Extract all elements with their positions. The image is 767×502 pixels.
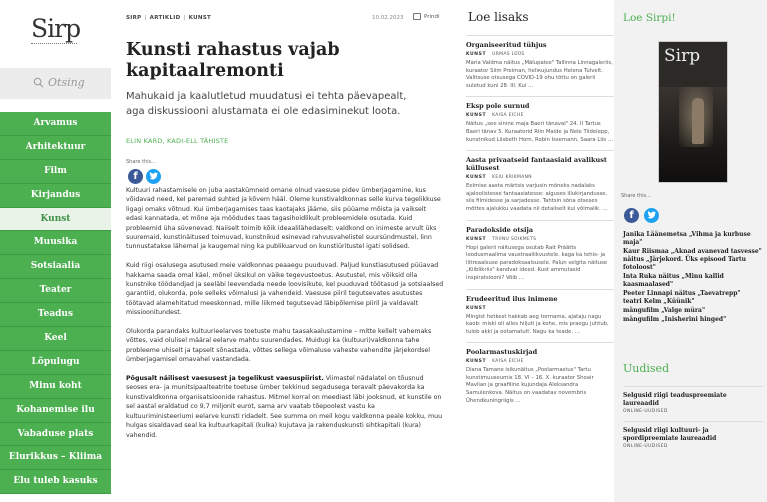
nav-item-teater[interactable]: Teater — [0, 279, 111, 303]
read-more-title: Loe lisaks — [468, 10, 529, 24]
paragraph-subheading: Põgusalt näilisest vaesusest ja tegelikust vaesuspiirist. — [126, 375, 324, 383]
share-label: Share this... — [126, 159, 156, 165]
list-item-excerpt: Mingist hetkest hakkab aeg tormama, ajataju nagu kaob: miski oli alles hiljuti ja kohe, mis praegu juhtub, tuleb akki ja ootamatult. Nagu ka teade. … — [466, 313, 609, 335]
site-logo[interactable]: Sirp — [31, 14, 81, 43]
news-item[interactable] — [623, 421, 763, 449]
paragraph-text: Viimastel nädalatel on tõusnud seoses era- ja munitsipaalteatrite toetuse ümber tekkinud segadusega teravalt päevakorda ka kunstivaldkonna organisatsioonide rahastus. Mitmel korral on meediast läbi jooksnud, et kunstile on sel aastal eraldatud co 9,7 miljonit eurot, sama arv vaatab tõepoolest vastu ka kultuuriministeeriumi eelarve kunsti ridadelt. See summa on meil kogu valdkonna peale kokku, muu hulgas sisaldavad seal ka kultuurkapitali (kulka) kujutava ja rakenduskunsti sihtkapitali (kura) vahendid. — [126, 375, 443, 439]
review-link[interactable]: mängufilm „Inisherini hinged" — [623, 315, 727, 323]
right-column — [614, 0, 767, 502]
list-item-title[interactable]: Erudeeritud ilus inimene — [466, 294, 558, 303]
review-link[interactable]: näitus „Järjekord. Üks episood Tartu fotoloost" — [623, 256, 747, 272]
breadcrumb-separator: | — [183, 15, 186, 21]
article-date: 10.02.2023 — [372, 15, 404, 21]
list-item[interactable] — [466, 35, 614, 90]
nav-item-kohanemise-ilu[interactable]: Kohanemise ilu — [0, 399, 111, 423]
list-item[interactable] — [466, 289, 614, 337]
list-item-author: KEIU KRIKMANN — [492, 175, 532, 181]
paragraph-text: Kuid riigi osalusega asutused meie valdkonnas peaaegu puuduvad. Paljud kunstiasutused püüavad hakkama saada omal käel, mõnel üksikul on väike tegevustoetus. Asutustel, mis võiksid olla kunstnike töödandjad ja seeläbi leevendada neede loovisikute, kel puuduvad töötasud ja sotsiaalsed garantiid, olukorda, pole selleks võimalusi ja vahendeid. Vaesuse piiril tegutsevates asutustes töötavad alamehitatud meeskonnad, mille liikmed tegutsevad läbipõlemise piiril ja valdavalt missioonitundest. — [126, 262, 444, 317]
list-item-author: TRIINU SOIKMETS — [492, 236, 537, 242]
list-item-author: URMAS LÜÜS — [492, 52, 525, 57]
article-paragraph — [126, 186, 444, 252]
twitter-bird-icon — [647, 211, 656, 220]
print-button[interactable] — [413, 13, 440, 20]
review-link[interactable]: Kaur Riismaa „Aknad avanevad tasvesse" — [623, 247, 762, 255]
list-item-author: KAISA EICHE — [492, 359, 524, 365]
list-item-category: KUNST — [466, 52, 487, 57]
read-more-list — [466, 35, 614, 411]
nav-item-minu-koht[interactable]: Minu koht — [0, 375, 111, 399]
read-more-column — [466, 0, 614, 502]
list-item-title[interactable]: Paradokside otsija — [466, 225, 534, 234]
list-item-meta — [466, 175, 614, 180]
search-label: Otsing — [48, 76, 85, 89]
article-paragraph — [126, 261, 444, 317]
list-item[interactable] — [466, 150, 614, 213]
section-nav — [0, 112, 111, 494]
list-item-category: KUNST — [466, 305, 487, 311]
list-item[interactable] — [466, 96, 614, 144]
article-authors[interactable]: ELIN KARD, KADI-ELL TÄHISTE — [126, 137, 229, 145]
list-item-category: KUNST — [466, 236, 487, 242]
breadcrumb-artiklid[interactable]: ARTIKLID — [149, 15, 181, 21]
facebook-share-icon[interactable]: f — [128, 169, 143, 184]
article-paragraph — [126, 374, 444, 440]
news-item-title[interactable]: Selgusid riigi teaduspreemiate laureaadid — [623, 392, 727, 407]
article — [126, 0, 448, 502]
twitter-bird-icon — [149, 172, 158, 181]
review-link[interactable]: Janika Läänemetsa „Vihma ja kurbuse maja" — [623, 231, 751, 246]
review-link[interactable]: Inta Ruka näitus „Minu kallid kaasmaalased" — [623, 272, 724, 288]
list-item-category: KUNST — [466, 113, 487, 119]
print-icon — [413, 13, 421, 20]
list-item-excerpt: Näitus „see sinine maja Baeri tänaval" 24. II Tartus Baeri tänav 5. Kuraatorid Riin Maide ja Nele Tiidelepp, kunstnikud Liisbeth Horn, Robin Issemann, Saara Liis … — [466, 121, 613, 143]
news-item[interactable] — [623, 386, 763, 414]
nav-item-vabaduse-plats[interactable]: Vabaduse plats — [0, 423, 111, 447]
left-sidebar — [0, 0, 111, 502]
nav-item-muusika[interactable]: Muusika — [0, 231, 111, 255]
article-title: Kunsti rahastus vajab kapitaalremonti — [126, 40, 340, 81]
list-item-meta — [466, 237, 614, 242]
news-item-category: ONLINE-UUDISED — [623, 444, 668, 450]
paragraph-text: Olukorda parandaks kultuurieelarves toetuste mahu taasakaalustamine – mitte kellelt vahemaks võttes, vaid olulisel määral eelarve mahtu suurendades. Muidugi ka (kultuuri)valdkonna tahe probleeme uhiselt ja tapselt sõnastada, võttes sellega võimaluse vaheste vahendite järjekordsel ümberjagamisel omavahel vastandada. — [126, 328, 432, 364]
list-item-excerpt: Maria Valdma näitus „Mälupalee" Tallinna Linnagaleriis, kuraator Siim Preiman, heliкujundus Helena Tulvelt. Valitsuse otsusega COVID-19 ohu tõttu on galerii suletud kuni 28. III. Kui … — [466, 60, 613, 89]
news-list — [623, 386, 763, 456]
issue-cover-image[interactable] — [658, 41, 728, 183]
share-label: Share this... — [621, 193, 651, 199]
news-title: Uudised — [623, 362, 670, 375]
article-paragraph — [126, 327, 444, 365]
nav-item-kirjandus[interactable]: Kirjandus — [0, 184, 111, 208]
breadcrumb-sirp[interactable]: SIRP — [126, 15, 142, 21]
twitter-share-icon[interactable] — [146, 169, 161, 184]
review-link[interactable]: mängufilm „Valge mürа" — [623, 307, 706, 315]
twitter-share-icon[interactable] — [644, 208, 659, 223]
list-item-meta — [466, 52, 614, 57]
list-item-author: KAISA EICHE — [492, 113, 524, 119]
nav-item-arvamus[interactable]: Arvamus — [0, 112, 111, 136]
article-lead: Mahukaid ja kaalutletud muudatusi ei tehta päevapealt, aga diskussiooni alustamata ei ole edasiminekut loota. — [126, 91, 407, 117]
read-sirp-title: Loe Sirpi! — [623, 12, 676, 24]
list-item-title[interactable]: Poolarmastuskirjad — [466, 348, 538, 357]
list-item-title[interactable]: Aasta privaatseid fantaasiaid avalikust küllusest — [466, 156, 607, 173]
nav-item-keel[interactable]: Keel — [0, 327, 111, 351]
article-body — [126, 186, 444, 449]
list-item-meta — [466, 113, 614, 118]
nav-item-teadus[interactable]: Teadus — [0, 303, 111, 327]
list-item-excerpt: Hopi galerii näitusega osutab Rait Präätts loodusmaalima vaustraaliikvustele. kaga ka tehis- ja liitreaalsuse paradoksaalsusele. Palun selgita näituse „Kiiblikriis" kandvat ideed. Kust ammutasid inspiratsiooni? Võib … — [466, 244, 608, 281]
breadcrumb-separator: | — [144, 15, 147, 21]
paragraph-text: Kultuuri rahastamisele on juba aastakümneid omane olnud vaesuse pidev ümberjagamine, kus võidavad need, kel paremad suhted ja kõvem hääl. Oleme kunstivaldkonnas selle kurva tegelikkuse ligagi omaks võtnud. Kui ümberjagamises taas kaotajaks jääme, siis püüame mõista ja vaikselt edasi kannatada, et mõne aja möödudes taas tagasihoidlikult probleemidele osutada. Kuid probleemid üha süvenevad. Naiiselt toimib kõik ideaalilähedaselt: valdkond on inimeste arvult üks suuremaid, kunstinäitused toimuvad, kunstnikud esinevad rahvusvahelistel suursündmustel, linn tunnustatakse lähemal ja kaugemal ning ka publikuarvud on kunstiüritustel igati solidsed. — [126, 187, 441, 251]
review-links — [623, 231, 763, 325]
list-item[interactable] — [466, 342, 614, 405]
facebook-share-icon[interactable]: f — [624, 208, 639, 223]
list-item-title[interactable]: Eksp pole surnud — [466, 102, 530, 111]
news-item-category: ONLINE-UUDISED — [623, 409, 668, 415]
cover-logo: Sirp — [664, 46, 701, 66]
breadcrumb — [126, 15, 211, 21]
list-item-excerpt: Diana Tamane isikunäitus „Poolarmastus" Tartu kunstimuuseumis 18. VI – 16. X. kuraator Shoair Mavlian ja graafiline kujundaja Aleksandra Samulenkova. Näitus on vaadatav novembris Ühendkuningriigis … — [466, 367, 594, 404]
logo-underline — [31, 43, 77, 46]
search-bar[interactable] — [0, 68, 111, 99]
nav-item-elurikkus-kliima[interactable]: Elurikkus – Kliima — [0, 446, 111, 470]
list-item-title[interactable]: Organiseeritud tühjus — [466, 41, 547, 49]
list-item-category: KUNST — [466, 359, 487, 365]
news-item-title[interactable]: Selgusid riigi kultuuri- ja spordipreemiate laureaadid — [623, 427, 717, 442]
print-label: Prindi — [424, 14, 440, 20]
review-link[interactable]: Peeter Linnapi näitus „Taevatrepp" — [623, 289, 741, 297]
list-item-category: KUNST — [466, 175, 487, 181]
list-item-meta — [466, 359, 614, 364]
list-item[interactable] — [466, 220, 614, 283]
review-link[interactable]: teatri Kelm „Küünik" — [623, 298, 695, 306]
nav-item-arhitektuur[interactable]: Arhitektuur — [0, 136, 111, 160]
list-item-excerpt: Eelmise aasta märtsis varjusin mõneks nadalaks ajaloolistesse fantaasiatesse: alguses illukirjandusse, siis filmidesse ja sarjadesse. Tahtsin sõna otseses mõttes ajalukku vaadata nii detailselt kui võimalik. … — [466, 183, 608, 212]
list-item-meta — [466, 306, 614, 311]
nav-item-sotsiaalia[interactable]: Sotsiaalia — [0, 255, 111, 279]
nav-item-lopulugu[interactable]: Lõpulugu — [0, 351, 111, 375]
search-icon — [33, 77, 44, 88]
nav-item-film[interactable]: Film — [0, 160, 111, 184]
nav-item-elu-tuleb-kasuks[interactable]: Elu tuleb kasuks — [0, 470, 111, 494]
cover-figure — [692, 98, 704, 144]
breadcrumb-kunst[interactable]: KUNST — [188, 15, 212, 21]
nav-item-kunst[interactable]: Kunst — [0, 208, 111, 232]
